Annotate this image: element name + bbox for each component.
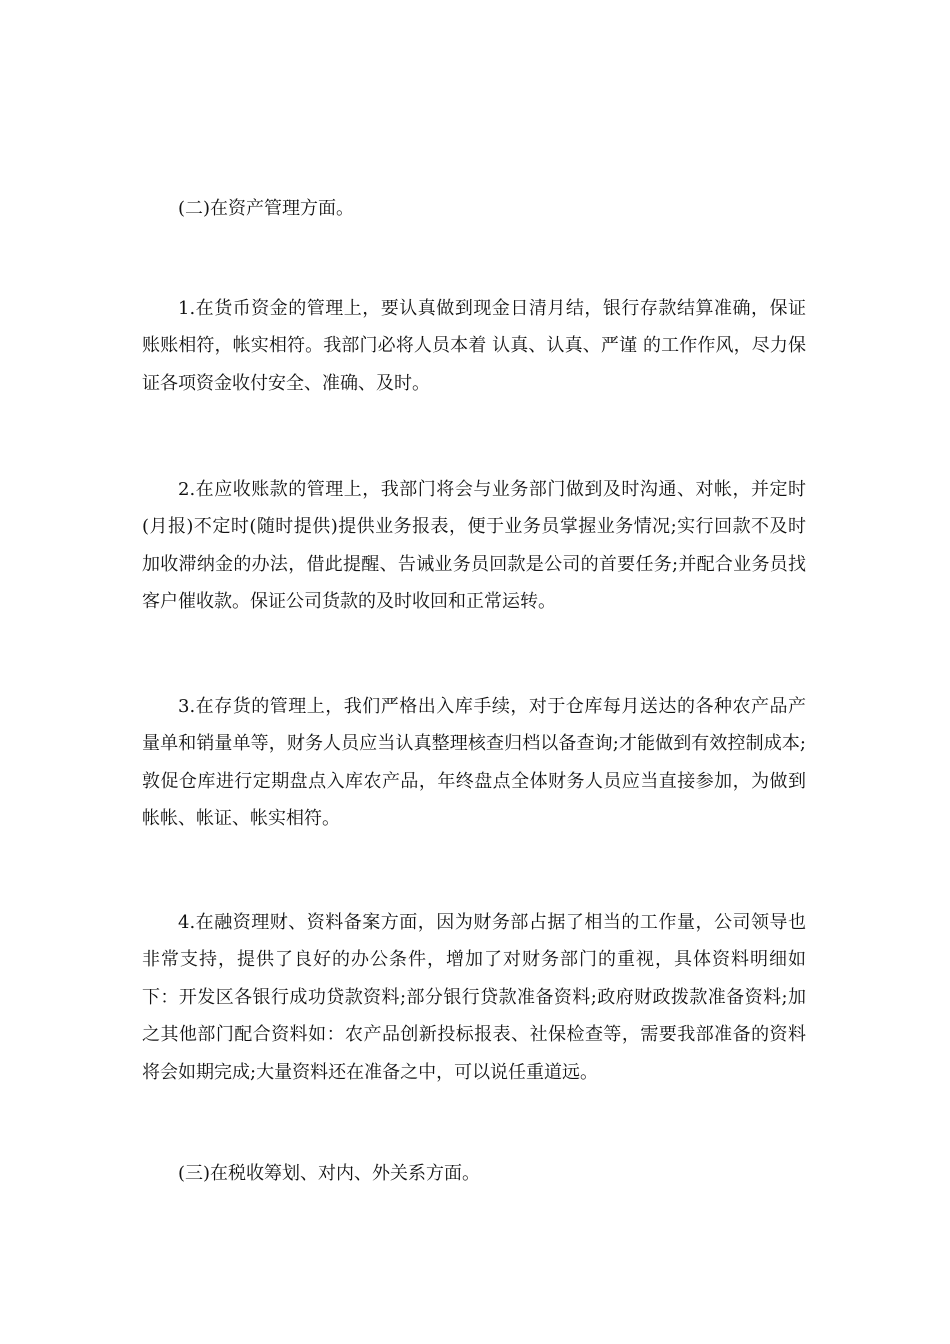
section-heading-tax-planning: (三)在税收筹划、对内、外关系方面。 bbox=[178, 1163, 481, 1184]
paragraph-inventory: 3.在存货的管理上，我们严格出入库手续，对于仓库每月送达的各种农产品产量单和销量单等，财务人员应当认真整理核查归档以备查询;才能做到有效控制成本;敦促仓库进行定期盘点入库农产品，年终盘点全体财务人员应当直接参加，为做到帐帐、帐证、帐实相符。 bbox=[142, 696, 806, 830]
section-heading-asset-management: (二)在资产管理方面。 bbox=[178, 198, 355, 219]
paragraph-financing-records: 4.在融资理财、资料备案方面，因为财务部占据了相当的工作量，公司领导也非常支持，提供了良好的办公条件，增加了对财务部门的重视，具体资料明细如下：开发区各银行成功贷款资料;部分银行贷款准备资料;政府财政拨款准备资料;加之其他部门配合资料如：农产品创新投标报表、社保检查等，需要我部准备的资料将会如期完成;大量资料还在准备之中，可以说任重道远。 bbox=[142, 912, 806, 1083]
paragraph-accounts-receivable: 2.在应收账款的管理上，我部门将会与业务部门做到及时沟通、对帐，并定时(月报)不定时(随时提供)提供业务报表，便于业务员掌握业务情况;实行回款不及时加收滞纳金的办法，借此提醒、告诫业务员回款是公司的首要任务;并配合业务员找客户催收款。保证公司货款的及时收回和正常运转。 bbox=[142, 479, 806, 613]
paragraph-monetary-funds: 1.在货币资金的管理上，要认真做到现金日清月结，银行存款结算准确，保证账账相符，帐实相符。我部门必将人员本着 认真、认真、严谨 的工作作风，尽力保证各项资金收付安全、准确、及时。 bbox=[142, 298, 806, 394]
